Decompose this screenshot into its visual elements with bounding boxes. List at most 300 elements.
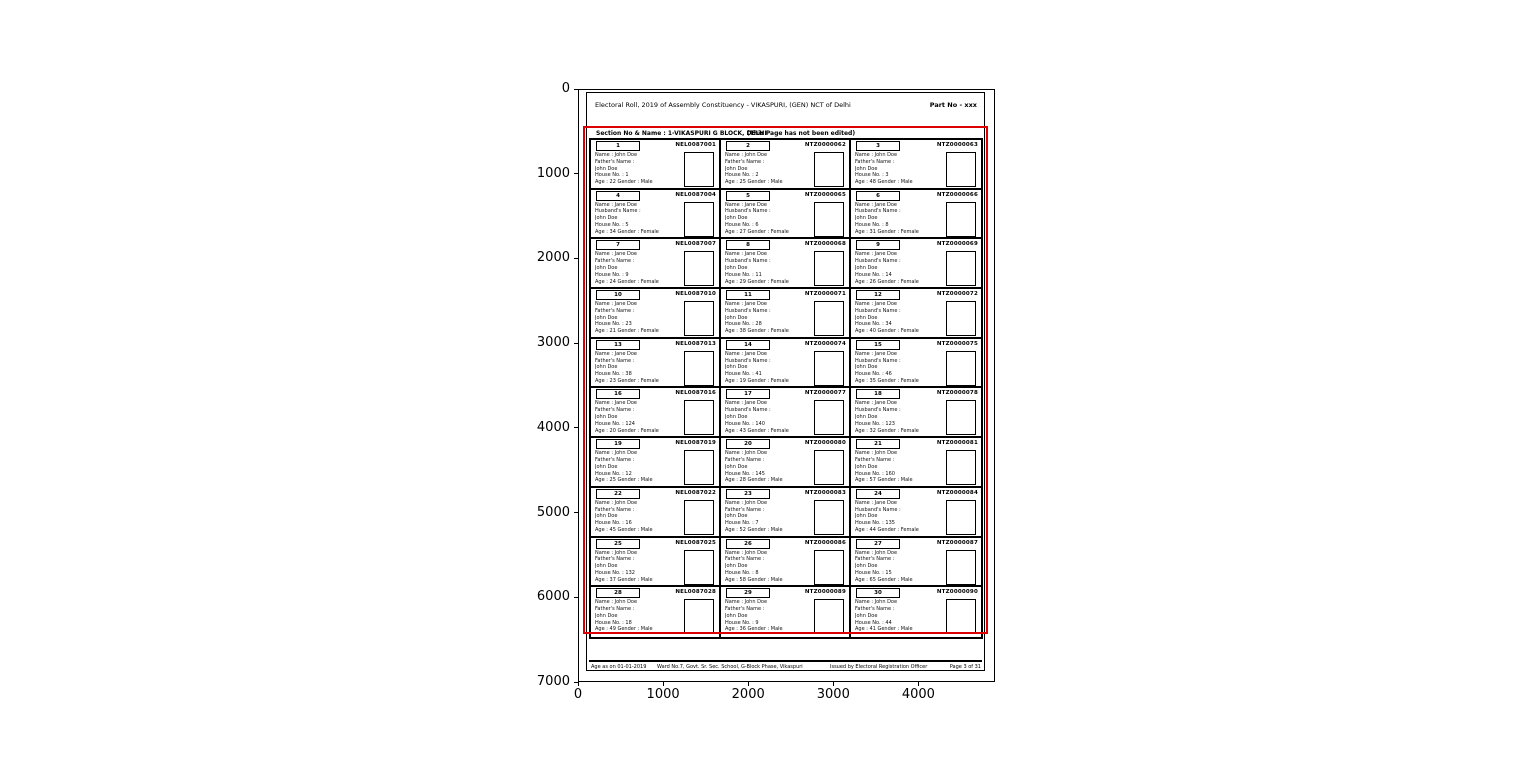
epic-id: NTZ0000069 xyxy=(936,241,978,248)
house-no-line: House No. : 12 xyxy=(595,470,632,477)
y-tick-label: 2000 xyxy=(536,250,570,266)
age-gender-line: Age : 25 Gender : Male xyxy=(595,477,653,484)
age-gender-line: Age : 29 Gender : Female xyxy=(725,278,789,285)
voter-name-line: Name : Jane Doe xyxy=(595,201,637,208)
voter-details xyxy=(855,500,947,534)
voter-card xyxy=(721,438,851,488)
age-gender-line: Age : 43 Gender : Female xyxy=(725,427,789,434)
voter-name-line: Name : John Doe xyxy=(725,549,768,556)
house-no-line: House No. : 140 xyxy=(725,420,765,427)
age-gender-line: Age : 65 Gender : Male xyxy=(855,576,913,583)
voter-card xyxy=(851,587,981,637)
relation-name-line: John Doe xyxy=(855,215,878,222)
relation-name-line: John Doe xyxy=(855,612,878,619)
y-tick-label: 1000 xyxy=(536,165,570,181)
voter-name-line: Name : John Doe xyxy=(725,152,768,158)
voter-details xyxy=(855,301,947,335)
voter-name-line: Name : Jane Doe xyxy=(855,400,897,407)
relation-name-line: John Doe xyxy=(725,463,748,470)
voter-photo-placeholder xyxy=(684,152,714,187)
voter-card xyxy=(721,587,851,637)
relation-label-line: Husband's Name : xyxy=(725,258,771,265)
epic-id: NTZ0000075 xyxy=(936,340,978,347)
serial-number-box: 27 xyxy=(856,539,900,549)
age-gender-line: Age : 32 Gender : Female xyxy=(855,427,919,434)
voter-photo-placeholder xyxy=(814,500,844,535)
epic-id: NEL0087025 xyxy=(675,539,716,546)
voter-card xyxy=(721,538,851,588)
voter-details xyxy=(855,450,947,484)
voter-details xyxy=(725,400,817,434)
voter-card xyxy=(721,339,851,389)
serial-number-box: 12 xyxy=(856,290,900,300)
page-title: Electoral Roll, 2019 of Assembly Constituency - VIKASPURI, (GEN) NCT of Delhi xyxy=(595,101,851,109)
footer-polling-station: Ward No.7, Govt. Sr. Sec. School, G-Block Phase, Vikaspuri xyxy=(657,664,803,670)
voter-card xyxy=(851,140,981,190)
house-no-line: House No. : 7 xyxy=(725,520,759,527)
serial-number-box: 7 xyxy=(596,240,640,250)
relation-label-line: Father's Name : xyxy=(595,605,635,612)
voter-card xyxy=(851,438,981,488)
voter-name-line: Name : Jane Doe xyxy=(725,350,767,357)
voter-card xyxy=(591,289,721,339)
house-no-line: House No. : 28 xyxy=(725,321,762,328)
relation-label-line: Father's Name : xyxy=(855,605,895,612)
age-gender-line: Age : 41 Gender : Male xyxy=(855,626,913,633)
plot-area xyxy=(578,89,995,682)
relation-label-line: Husband's Name : xyxy=(855,208,901,215)
house-no-line: House No. : 160 xyxy=(855,470,895,477)
serial-number-box: 15 xyxy=(856,340,900,350)
relation-name-line: John Doe xyxy=(725,513,748,520)
voter-card xyxy=(591,339,721,389)
voter-name-line: Name : John Doe xyxy=(595,549,638,556)
edit-note: (This Page has not been edited) xyxy=(747,130,856,137)
house-no-line: House No. : 123 xyxy=(855,420,895,427)
voter-name-line: Name : Jane Doe xyxy=(595,301,637,308)
house-no-line: House No. : 3 xyxy=(855,172,889,179)
voter-card xyxy=(591,239,721,289)
relation-name-line: John Doe xyxy=(725,563,748,570)
serial-number-box: 9 xyxy=(856,240,900,250)
age-gender-line: Age : 22 Gender : Male xyxy=(595,179,653,186)
relation-name-line: John Doe xyxy=(595,513,618,520)
relation-label-line: Husband's Name : xyxy=(855,407,901,414)
voter-name-line: Name : John Doe xyxy=(855,599,898,606)
voter-photo-placeholder xyxy=(684,450,714,485)
voter-details xyxy=(595,450,687,484)
relation-label-line: Husband's Name : xyxy=(855,506,901,513)
y-tick-mark xyxy=(574,427,578,428)
relation-label-line: Father's Name : xyxy=(725,506,765,513)
serial-number-box: 11 xyxy=(726,290,770,300)
relation-name-line: John Doe xyxy=(595,264,618,271)
footer-age-note: Age as on 01-01-2019 xyxy=(591,664,647,670)
epic-id: NTZ0000068 xyxy=(804,241,846,248)
voter-photo-placeholder xyxy=(946,351,976,386)
house-no-line: House No. : 1 xyxy=(595,172,629,179)
serial-number-box: 20 xyxy=(726,439,770,449)
relation-name-line: John Doe xyxy=(725,215,748,222)
footer-divider xyxy=(589,660,982,662)
footer-issuer: Issued by Electoral Registration Officer xyxy=(830,664,928,670)
voter-name-line: Name : Jane Doe xyxy=(855,350,897,357)
voter-photo-placeholder xyxy=(684,301,714,336)
relation-label-line: Father's Name : xyxy=(595,307,635,314)
house-no-line: House No. : 46 xyxy=(855,371,892,378)
voter-details xyxy=(855,400,947,434)
voter-photo-placeholder xyxy=(684,351,714,386)
voter-card xyxy=(721,388,851,438)
age-gender-line: Age : 49 Gender : Male xyxy=(595,626,653,633)
voter-photo-placeholder xyxy=(814,550,844,585)
relation-label-line: Husband's Name : xyxy=(725,357,771,364)
house-no-line: House No. : 38 xyxy=(595,371,632,378)
voter-details xyxy=(725,351,817,385)
voter-name-line: Name : Jane Doe xyxy=(855,251,897,258)
epic-id: NTZ0000086 xyxy=(804,539,846,546)
page-footer xyxy=(587,664,984,672)
relation-label-line: Father's Name : xyxy=(855,556,895,563)
voter-card xyxy=(591,538,721,588)
serial-number-box: 29 xyxy=(726,588,770,598)
voter-card-grid xyxy=(589,138,983,639)
voter-card xyxy=(851,488,981,538)
relation-name-line: John Doe xyxy=(595,215,618,222)
voter-name-line: Name : John Doe xyxy=(855,549,898,556)
serial-number-box: 30 xyxy=(856,588,900,598)
house-no-line: House No. : 16 xyxy=(595,520,632,527)
voter-card xyxy=(591,190,721,240)
relation-name-line: John Doe xyxy=(725,364,748,371)
relation-name-line: John Doe xyxy=(855,563,878,570)
relation-name-line: John Doe xyxy=(855,364,878,371)
relation-name-line: John Doe xyxy=(595,414,618,421)
house-no-line: House No. : 124 xyxy=(595,420,635,427)
house-no-line: House No. : 2 xyxy=(725,172,759,179)
voter-details xyxy=(595,351,687,385)
voter-name-line: Name : John Doe xyxy=(725,499,768,506)
relation-name-line: John Doe xyxy=(725,414,748,421)
voter-name-line: Name : John Doe xyxy=(855,152,898,158)
epic-id: NTZ0000090 xyxy=(936,589,978,596)
voter-card xyxy=(721,239,851,289)
serial-number-box: 5 xyxy=(726,191,770,201)
epic-id: NEL0087028 xyxy=(675,589,716,596)
voter-photo-placeholder xyxy=(814,599,844,634)
epic-id: NEL0087019 xyxy=(675,440,716,447)
relation-label-line: Father's Name : xyxy=(725,556,765,563)
voter-details xyxy=(595,500,687,534)
house-no-line: House No. : 41 xyxy=(725,371,762,378)
voter-photo-placeholder xyxy=(684,251,714,286)
house-no-line: House No. : 15 xyxy=(855,569,892,576)
y-tick-mark xyxy=(574,343,578,344)
voter-name-line: Name : John Doe xyxy=(725,450,768,457)
voter-name-line: Name : John Doe xyxy=(855,450,898,457)
epic-id: NEL0087001 xyxy=(675,142,716,148)
voter-details xyxy=(725,251,817,285)
age-gender-line: Age : 31 Gender : Female xyxy=(855,228,919,235)
voter-details xyxy=(595,599,687,633)
serial-number-box: 13 xyxy=(596,340,640,350)
relation-label-line: Father's Name : xyxy=(595,456,635,463)
voter-details xyxy=(855,550,947,584)
x-tick-mark xyxy=(748,682,749,686)
voter-name-line: Name : Jane Doe xyxy=(595,350,637,357)
relation-name-line: John Doe xyxy=(855,264,878,271)
y-tick-label: 3000 xyxy=(536,335,570,351)
epic-id: NEL0087004 xyxy=(675,191,716,198)
voter-details xyxy=(595,202,687,236)
relation-label-line: Father's Name : xyxy=(595,556,635,563)
relation-name-line: John Doe xyxy=(725,314,748,321)
voter-card xyxy=(591,488,721,538)
relation-label-line: Husband's Name : xyxy=(725,407,771,414)
house-no-line: House No. : 14 xyxy=(855,271,892,278)
relation-name-line: John Doe xyxy=(855,414,878,421)
voter-photo-placeholder xyxy=(814,301,844,336)
voter-details xyxy=(855,599,947,633)
voter-details xyxy=(595,152,687,186)
voter-details xyxy=(595,301,687,335)
house-no-line: House No. : 132 xyxy=(595,569,635,576)
epic-id: NEL0087007 xyxy=(675,241,716,248)
part-number: Part No - xxx xyxy=(929,101,977,109)
relation-name-line: John Doe xyxy=(595,314,618,321)
age-gender-line: Age : 36 Gender : Male xyxy=(725,626,783,633)
voter-name-line: Name : Jane Doe xyxy=(725,251,767,258)
voter-photo-placeholder xyxy=(946,450,976,485)
serial-number-box: 22 xyxy=(596,489,640,499)
relation-name-line: John Doe xyxy=(855,314,878,321)
age-gender-line: Age : 25 Gender : Male xyxy=(725,179,783,186)
relation-label-line: Father's Name : xyxy=(725,158,765,165)
relation-label-line: Father's Name : xyxy=(855,158,895,165)
voter-photo-placeholder xyxy=(684,400,714,435)
voter-details xyxy=(725,202,817,236)
relation-label-line: Husband's Name : xyxy=(725,208,771,215)
house-no-line: House No. : 9 xyxy=(725,619,759,626)
voter-photo-placeholder xyxy=(946,550,976,585)
epic-id: NTZ0000080 xyxy=(804,440,846,447)
relation-label-line: Father's Name : xyxy=(595,407,635,414)
voter-card xyxy=(721,289,851,339)
relation-name-line: John Doe xyxy=(595,165,618,172)
voter-name-line: Name : John Doe xyxy=(595,450,638,457)
relation-name-line: John Doe xyxy=(595,612,618,619)
epic-id: NTZ0000089 xyxy=(804,589,846,596)
relation-name-line: John Doe xyxy=(855,165,878,172)
voter-details xyxy=(725,599,817,633)
relation-name-line: John Doe xyxy=(725,264,748,271)
house-no-line: House No. : 18 xyxy=(595,619,632,626)
relation-name-line: John Doe xyxy=(725,165,748,172)
relation-name-line: John Doe xyxy=(855,463,878,470)
x-tick-mark xyxy=(578,682,579,686)
voter-card xyxy=(851,538,981,588)
voter-photo-placeholder xyxy=(684,599,714,634)
serial-number-box: 19 xyxy=(596,439,640,449)
voter-photo-placeholder xyxy=(684,550,714,585)
house-no-line: House No. : 11 xyxy=(725,271,762,278)
section-name: Section No & Name : 1-VIKASPURI G BLOCK, DELHI xyxy=(596,130,767,137)
footer-page-indicator: Page 3 of 31 xyxy=(949,664,981,670)
voter-details xyxy=(725,550,817,584)
house-no-line: House No. : 5 xyxy=(595,222,629,229)
voter-name-line: Name : Jane Doe xyxy=(725,201,767,208)
voter-photo-placeholder xyxy=(946,500,976,535)
serial-number-box: 17 xyxy=(726,389,770,399)
page-header xyxy=(595,102,977,109)
epic-id: NTZ0000071 xyxy=(804,291,846,298)
voter-photo-placeholder xyxy=(946,599,976,634)
house-no-line: House No. : 8 xyxy=(725,569,759,576)
age-gender-line: Age : 27 Gender : Female xyxy=(725,228,789,235)
y-tick-label: 5000 xyxy=(536,504,570,520)
epic-id: NTZ0000072 xyxy=(936,291,978,298)
epic-id: NEL0087010 xyxy=(675,291,716,298)
epic-id: NEL0087016 xyxy=(675,390,716,397)
epic-id: NTZ0000084 xyxy=(936,489,978,496)
age-gender-line: Age : 26 Gender : Female xyxy=(855,278,919,285)
x-tick-label: 3000 xyxy=(816,687,850,702)
x-tick-mark xyxy=(833,682,834,686)
voter-photo-placeholder xyxy=(946,152,976,187)
voter-name-line: Name : Jane Doe xyxy=(725,301,767,308)
voter-details xyxy=(725,152,817,186)
house-no-line: House No. : 145 xyxy=(725,470,765,477)
age-gender-line: Age : 44 Gender : Female xyxy=(855,527,919,533)
serial-number-box: 24 xyxy=(856,489,900,499)
voter-card xyxy=(721,190,851,240)
relation-label-line: Husband's Name : xyxy=(855,307,901,314)
voter-details xyxy=(595,400,687,434)
serial-number-box: 3 xyxy=(856,141,900,151)
y-tick-label: 7000 xyxy=(536,674,570,689)
voter-card xyxy=(851,339,981,389)
voter-photo-placeholder xyxy=(946,251,976,286)
epic-id: NTZ0000065 xyxy=(804,191,846,198)
voter-name-line: Name : John Doe xyxy=(725,599,768,606)
y-tick-mark xyxy=(574,89,578,90)
house-no-line: House No. : 44 xyxy=(855,619,892,626)
voter-photo-placeholder xyxy=(946,400,976,435)
voter-card xyxy=(591,587,721,637)
voter-photo-placeholder xyxy=(946,202,976,237)
age-gender-line: Age : 28 Gender : Male xyxy=(725,477,783,484)
relation-label-line: Father's Name : xyxy=(855,456,895,463)
serial-number-box: 4 xyxy=(596,191,640,201)
y-tick-mark xyxy=(574,512,578,513)
relation-label-line: Father's Name : xyxy=(725,605,765,612)
y-tick-mark xyxy=(574,597,578,598)
voter-photo-placeholder xyxy=(814,400,844,435)
age-gender-line: Age : 24 Gender : Female xyxy=(595,278,659,285)
voter-photo-placeholder xyxy=(814,450,844,485)
house-no-line: House No. : 23 xyxy=(595,321,632,328)
age-gender-line: Age : 52 Gender : Male xyxy=(725,527,783,533)
relation-name-line: John Doe xyxy=(855,513,878,520)
voter-photo-placeholder xyxy=(814,152,844,187)
epic-id: NTZ0000083 xyxy=(804,489,846,496)
voter-card xyxy=(591,438,721,488)
voter-name-line: Name : Jane Doe xyxy=(725,400,767,407)
serial-number-box: 18 xyxy=(856,389,900,399)
y-tick-mark xyxy=(574,258,578,259)
voter-card xyxy=(851,289,981,339)
y-tick-label: 6000 xyxy=(536,589,570,605)
serial-number-box: 2 xyxy=(726,141,770,151)
voter-photo-placeholder xyxy=(814,251,844,286)
voter-details xyxy=(725,500,817,534)
epic-id: NTZ0000062 xyxy=(804,142,846,148)
voter-photo-placeholder xyxy=(946,301,976,336)
voter-card xyxy=(591,140,721,190)
relation-label-line: Father's Name : xyxy=(725,456,765,463)
age-gender-line: Age : 58 Gender : Male xyxy=(725,576,783,583)
house-no-line: House No. : 8 xyxy=(855,222,889,229)
epic-id: NEL0087022 xyxy=(675,489,716,496)
voter-details xyxy=(855,351,947,385)
epic-id: NTZ0000087 xyxy=(936,539,978,546)
relation-name-line: John Doe xyxy=(595,563,618,570)
x-tick-label: 2000 xyxy=(731,687,765,702)
voter-name-line: Name : Jane Doe xyxy=(595,400,637,407)
age-gender-line: Age : 23 Gender : Female xyxy=(595,377,659,384)
voter-name-line: Name : John Doe xyxy=(595,152,638,158)
electoral-roll-page xyxy=(586,92,985,671)
voter-photo-placeholder xyxy=(814,351,844,386)
age-gender-line: Age : 57 Gender : Male xyxy=(855,477,913,484)
voter-details xyxy=(855,152,947,186)
relation-label-line: Father's Name : xyxy=(595,258,635,265)
voter-photo-placeholder xyxy=(684,500,714,535)
relation-name-line: John Doe xyxy=(595,364,618,371)
voter-details xyxy=(595,251,687,285)
x-tick-label: 4000 xyxy=(901,687,935,702)
voter-details xyxy=(725,450,817,484)
voter-details xyxy=(855,251,947,285)
serial-number-box: 23 xyxy=(726,489,770,499)
voter-card xyxy=(851,239,981,289)
epic-id: NTZ0000074 xyxy=(804,340,846,347)
voter-name-line: Name : Jane Doe xyxy=(595,251,637,258)
serial-number-box: 28 xyxy=(596,588,640,598)
house-no-line: House No. : 135 xyxy=(855,520,895,527)
voter-card xyxy=(721,140,851,190)
age-gender-line: Age : 45 Gender : Male xyxy=(595,527,653,533)
age-gender-line: Age : 35 Gender : Female xyxy=(855,377,919,384)
relation-label-line: Husband's Name : xyxy=(855,357,901,364)
age-gender-line: Age : 48 Gender : Male xyxy=(855,179,913,186)
serial-number-box: 26 xyxy=(726,539,770,549)
age-gender-line: Age : 40 Gender : Female xyxy=(855,328,919,335)
voter-name-line: Name : Jane Doe xyxy=(855,499,897,506)
relation-name-line: John Doe xyxy=(595,463,618,470)
age-gender-line: Age : 21 Gender : Female xyxy=(595,328,659,335)
voter-name-line: Name : Jane Doe xyxy=(855,201,897,208)
x-tick-mark xyxy=(918,682,919,686)
relation-label-line: Husband's Name : xyxy=(595,208,641,215)
y-tick-label: 4000 xyxy=(536,419,570,435)
voter-name-line: Name : John Doe xyxy=(595,599,638,606)
voter-details xyxy=(595,550,687,584)
age-gender-line: Age : 19 Gender : Female xyxy=(725,377,789,384)
epic-id: NTZ0000081 xyxy=(936,440,978,447)
house-no-line: House No. : 34 xyxy=(855,321,892,328)
x-tick-mark xyxy=(663,682,664,686)
